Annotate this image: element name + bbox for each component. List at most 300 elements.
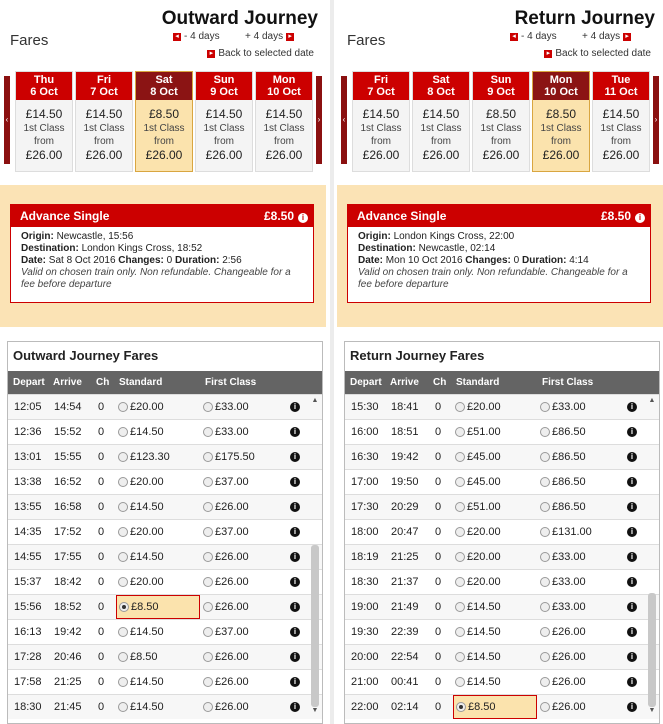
- radio-button[interactable]: [118, 652, 128, 662]
- standard-fare-option[interactable]: [116, 545, 200, 569]
- depart-time: 17:30: [351, 501, 379, 513]
- radio-button[interactable]: [455, 527, 465, 537]
- changes-label: Changes:: [465, 255, 511, 266]
- changes-count: 0: [98, 426, 105, 438]
- first-class-fare: £33.00: [552, 601, 586, 613]
- arrow-right-icon: ▸: [623, 33, 631, 41]
- first-class-fare: £26.00: [215, 576, 249, 588]
- return-fares-table: [344, 341, 660, 724]
- changes-count: 0: [98, 501, 105, 513]
- outward-back-to-selected-date[interactable]: [207, 48, 314, 59]
- first-class-fare-option[interactable]: [203, 470, 249, 494]
- first-class-fare-option[interactable]: [203, 645, 249, 669]
- info-icon[interactable]: i: [627, 402, 637, 412]
- radio-button[interactable]: [540, 702, 550, 712]
- standard-fare-option[interactable]: [453, 595, 537, 619]
- table-row: [345, 419, 659, 444]
- day-price: £8.50: [545, 107, 577, 121]
- radio-button[interactable]: [203, 602, 213, 612]
- ticket-price: £8.50: [600, 209, 631, 223]
- radio-button[interactable]: [118, 702, 128, 712]
- outward-ticket-card: [10, 204, 314, 303]
- table-row: [8, 444, 322, 469]
- first-class-fare-option[interactable]: [540, 695, 586, 719]
- standard-fare-option[interactable]: [453, 470, 537, 494]
- duration-value: 4:14: [569, 255, 589, 266]
- first-class-fare-option[interactable]: [203, 445, 255, 469]
- table-row: [8, 644, 322, 669]
- return-panel: [337, 0, 663, 724]
- first-class-fare-option[interactable]: [540, 520, 592, 544]
- panel-divider: [330, 0, 334, 724]
- depart-time: 19:00: [351, 601, 379, 613]
- radio-button[interactable]: [119, 602, 129, 612]
- radio-button[interactable]: [540, 552, 550, 562]
- day-date: 6 Oct: [30, 86, 58, 98]
- day-name: Mon: [549, 74, 573, 86]
- standard-fare-option[interactable]: [453, 520, 537, 544]
- duration-label: Duration:: [174, 255, 220, 266]
- first-class-fare: £175.50: [215, 451, 255, 463]
- return-day-2[interactable]: [472, 71, 530, 172]
- info-icon[interactable]: i: [290, 552, 300, 562]
- table-row: [8, 544, 322, 569]
- ticket-details: [11, 227, 313, 295]
- info-icon[interactable]: i: [635, 213, 645, 223]
- day-date: 7 Oct: [90, 86, 118, 98]
- radio-button[interactable]: [455, 627, 465, 637]
- first-class-fare: £26.00: [215, 501, 249, 513]
- scroll-down-icon[interactable]: ▼: [311, 707, 319, 714]
- col-depart: Depart: [350, 377, 382, 388]
- info-icon[interactable]: i: [290, 527, 300, 537]
- scroll-thumb[interactable]: [311, 545, 319, 707]
- radio-button[interactable]: [540, 427, 550, 437]
- radio-button[interactable]: [540, 602, 550, 612]
- info-icon[interactable]: i: [627, 577, 637, 587]
- changes-count: 0: [435, 576, 442, 588]
- info-icon[interactable]: i: [290, 602, 300, 612]
- changes-count: 0: [435, 601, 442, 613]
- changes-count: 0: [435, 701, 442, 713]
- day-date: 8 Oct: [150, 86, 178, 98]
- standard-fare-option[interactable]: [116, 495, 200, 519]
- first-class-fare-option[interactable]: [203, 595, 249, 619]
- table-header: [8, 371, 322, 394]
- day-name: Sat: [155, 74, 173, 86]
- radio-button[interactable]: [540, 502, 550, 512]
- info-icon[interactable]: i: [627, 502, 637, 512]
- first-class-fare-option[interactable]: [203, 520, 249, 544]
- return-day-4[interactable]: [592, 71, 650, 172]
- radio-button[interactable]: [540, 627, 550, 637]
- from-label: from: [154, 136, 174, 147]
- depart-time: 16:00: [351, 426, 379, 438]
- scroll-down-icon[interactable]: ▼: [648, 707, 656, 714]
- standard-fare-option[interactable]: [116, 670, 200, 694]
- radio-button[interactable]: [455, 427, 465, 437]
- return-day-1[interactable]: [412, 71, 470, 172]
- standard-fare-option[interactable]: [453, 620, 537, 644]
- arrive-time: 22:39: [391, 626, 419, 638]
- arrive-time: 16:52: [54, 476, 82, 488]
- scroll-up-icon[interactable]: ▲: [311, 397, 319, 404]
- changes-count: 0: [98, 526, 105, 538]
- return-journey-title: Return Journey: [514, 8, 655, 29]
- standard-fare-option[interactable]: [116, 645, 200, 669]
- info-icon[interactable]: i: [290, 627, 300, 637]
- arrive-time: 18:52: [54, 601, 82, 613]
- day-price: £14.50: [85, 107, 123, 121]
- outward-day-0[interactable]: [15, 71, 73, 172]
- standard-fare-option[interactable]: [116, 620, 200, 644]
- radio-button[interactable]: [540, 452, 550, 462]
- standard-fare-option[interactable]: [453, 495, 537, 519]
- radio-button[interactable]: [118, 452, 128, 462]
- changes-count: 0: [435, 526, 442, 538]
- back-label: Back to selected date: [218, 48, 314, 59]
- col-changes: Ch: [96, 377, 110, 388]
- destination-value: Newcastle, 02:14: [418, 243, 496, 254]
- first-class-fare: £33.00: [215, 426, 249, 438]
- col-changes: Ch: [433, 377, 447, 388]
- info-icon[interactable]: i: [290, 677, 300, 687]
- day-price: £14.50: [422, 107, 460, 121]
- standard-fare: £45.00: [467, 476, 501, 488]
- radio-button[interactable]: [455, 552, 465, 562]
- ticket-conditions: Valid on chosen train only. Non refundable. Changeable for a fee before departure: [21, 267, 291, 290]
- arrive-time: 21:37: [391, 576, 419, 588]
- return-day-0[interactable]: [352, 71, 410, 172]
- standard-fare: £20.00: [130, 401, 164, 413]
- standard-fare: £14.50: [130, 676, 164, 688]
- day-header: [593, 72, 649, 100]
- standard-fare-option[interactable]: [116, 420, 200, 444]
- fares-table-title: Return Journey Fares: [350, 348, 485, 363]
- radio-button[interactable]: [456, 702, 466, 712]
- first-class-fare-option[interactable]: [540, 620, 586, 644]
- outward-fares-label: Fares: [10, 32, 49, 49]
- standard-fare-option[interactable]: [116, 520, 200, 544]
- return-minus-4-days[interactable]: [510, 31, 557, 42]
- info-icon[interactable]: i: [627, 477, 637, 487]
- info-icon[interactable]: i: [290, 702, 300, 712]
- radio-button[interactable]: [455, 477, 465, 487]
- first-class-fare-option[interactable]: [540, 570, 586, 594]
- depart-time: 17:00: [351, 476, 379, 488]
- first-class-fare-option[interactable]: [540, 495, 586, 519]
- radio-button[interactable]: [540, 527, 550, 537]
- duration-value: 2:56: [222, 255, 242, 266]
- radio-button[interactable]: [203, 677, 213, 687]
- outward-journey-title: Outward Journey: [161, 8, 318, 29]
- outward-summary-area: [0, 185, 326, 327]
- arrow-right-icon: ▸: [544, 50, 552, 58]
- info-icon[interactable]: i: [290, 652, 300, 662]
- radio-button[interactable]: [203, 577, 213, 587]
- radio-button[interactable]: [203, 702, 213, 712]
- scroll-thumb[interactable]: [648, 593, 656, 707]
- first-class-fare-option[interactable]: [203, 420, 249, 444]
- first-class-fare-option[interactable]: [540, 470, 586, 494]
- table-row: [8, 519, 322, 544]
- first-class-fare-option[interactable]: [203, 670, 249, 694]
- radio-button[interactable]: [455, 602, 465, 612]
- outward-day-4[interactable]: [255, 71, 313, 172]
- table-row: [345, 669, 659, 694]
- standard-fare-option[interactable]: [453, 545, 537, 569]
- standard-fare-option[interactable]: [453, 420, 537, 444]
- changes-count: 0: [98, 576, 105, 588]
- radio-button[interactable]: [118, 627, 128, 637]
- return-plus-4-days[interactable]: [582, 31, 631, 42]
- standard-fare-option[interactable]: [116, 470, 200, 494]
- ticket-header: [11, 205, 313, 227]
- changes-count: 0: [98, 651, 105, 663]
- info-icon[interactable]: i: [627, 652, 637, 662]
- changes-value: 0: [166, 255, 173, 266]
- depart-time: 15:30: [351, 401, 379, 413]
- first-class-fare-option[interactable]: [540, 445, 586, 469]
- radio-button[interactable]: [203, 427, 213, 437]
- first-class-label: 1st Class: [23, 123, 65, 134]
- radio-button[interactable]: [118, 527, 128, 537]
- standard-fare: £20.00: [467, 576, 501, 588]
- arrive-time: 17:55: [54, 551, 82, 563]
- radio-button[interactable]: [203, 652, 213, 662]
- outward-day-2[interactable]: [135, 71, 193, 172]
- first-class-fare-option[interactable]: [540, 595, 586, 619]
- table-row: [8, 694, 322, 719]
- day-date: 9 Oct: [210, 86, 238, 98]
- outward-day-1[interactable]: [75, 71, 133, 172]
- info-icon[interactable]: i: [290, 502, 300, 512]
- radio-button[interactable]: [118, 402, 128, 412]
- day-header: [413, 72, 469, 100]
- outward-day-3[interactable]: [195, 71, 253, 172]
- ticket-details: [348, 227, 650, 295]
- info-icon[interactable]: i: [627, 427, 637, 437]
- day-price: £14.50: [205, 107, 243, 121]
- radio-button[interactable]: [118, 427, 128, 437]
- table-row: [8, 419, 322, 444]
- standard-fare-option[interactable]: [116, 395, 200, 419]
- radio-button[interactable]: [455, 577, 465, 587]
- arrive-time: 16:58: [54, 501, 82, 513]
- outward-calendar-prev[interactable]: [4, 76, 10, 164]
- arrive-time: 21:25: [391, 551, 419, 563]
- radio-button[interactable]: [203, 627, 213, 637]
- day-header: [353, 72, 409, 100]
- radio-button[interactable]: [118, 677, 128, 687]
- day-name: Sun: [213, 74, 235, 86]
- day-name: Sat: [432, 74, 450, 86]
- standard-fare: £51.00: [467, 501, 501, 513]
- first-class-fare: £33.00: [552, 401, 586, 413]
- info-icon[interactable]: i: [298, 213, 308, 223]
- first-class-fare: £37.00: [215, 476, 249, 488]
- info-icon[interactable]: i: [627, 552, 637, 562]
- first-class-fare: £37.00: [215, 526, 249, 538]
- radio-button[interactable]: [118, 552, 128, 562]
- radio-button[interactable]: [118, 577, 128, 587]
- first-class-label: 1st Class: [143, 123, 185, 134]
- info-icon[interactable]: i: [290, 402, 300, 412]
- chevron-right-icon: ›: [654, 115, 658, 124]
- first-class-fare: £26.00: [215, 551, 249, 563]
- first-class-fare: £26.00: [552, 626, 586, 638]
- first-class-fare-option[interactable]: [540, 395, 586, 419]
- table-row: [345, 619, 659, 644]
- standard-fare-option[interactable]: [453, 645, 537, 669]
- radio-button[interactable]: [203, 477, 213, 487]
- radio-button[interactable]: [455, 677, 465, 687]
- info-icon[interactable]: i: [290, 477, 300, 487]
- changes-count: 0: [435, 476, 442, 488]
- first-class-fare-option[interactable]: [540, 645, 586, 669]
- destination-label: Destination:: [358, 243, 416, 254]
- depart-time: 13:38: [14, 476, 42, 488]
- standard-fare-option[interactable]: [453, 570, 537, 594]
- arrive-time: 21:25: [54, 676, 82, 688]
- first-class-price: £26.00: [205, 148, 243, 162]
- radio-button[interactable]: [455, 652, 465, 662]
- standard-fare: £14.50: [467, 651, 501, 663]
- depart-time: 14:55: [14, 551, 42, 563]
- first-class-fare-option[interactable]: [203, 620, 249, 644]
- radio-button[interactable]: [455, 502, 465, 512]
- table-row: [8, 669, 322, 694]
- info-icon[interactable]: i: [627, 677, 637, 687]
- day-name: Thu: [33, 74, 55, 86]
- standard-fare-option[interactable]: [116, 445, 200, 469]
- first-class-label: 1st Class: [540, 123, 582, 134]
- radio-button[interactable]: [203, 552, 213, 562]
- first-class-fare-option[interactable]: [540, 545, 586, 569]
- radio-button[interactable]: [540, 577, 550, 587]
- radio-button[interactable]: [203, 527, 213, 537]
- first-class-fare-option[interactable]: [203, 570, 249, 594]
- arrive-time: 22:54: [391, 651, 419, 663]
- standard-fare: £51.00: [467, 426, 501, 438]
- first-class-fare: £131.00: [552, 526, 592, 538]
- ticket-header: [348, 205, 650, 227]
- radio-button[interactable]: [455, 452, 465, 462]
- date-value: Mon 10 Oct 2016: [385, 255, 463, 266]
- changes-count: 0: [435, 551, 442, 563]
- standard-fare: £20.00: [130, 576, 164, 588]
- info-icon[interactable]: i: [290, 427, 300, 437]
- ticket-price: £8.50: [263, 209, 294, 223]
- radio-button[interactable]: [203, 502, 213, 512]
- info-icon[interactable]: i: [290, 452, 300, 462]
- return-calendar-prev[interactable]: [341, 76, 347, 164]
- arrive-time: 18:51: [391, 426, 419, 438]
- radio-button[interactable]: [540, 652, 550, 662]
- standard-fare-option[interactable]: [453, 695, 537, 719]
- changes-count: 0: [435, 626, 442, 638]
- arrive-time: 20:47: [391, 526, 419, 538]
- first-class-fare: £33.00: [215, 401, 249, 413]
- outward-plus-4-days[interactable]: [245, 31, 294, 42]
- first-class-fare-option[interactable]: [540, 420, 586, 444]
- day-header: [136, 72, 192, 100]
- return-day-3[interactable]: [532, 71, 590, 172]
- return-back-to-selected-date[interactable]: [544, 48, 651, 59]
- depart-time: 16:13: [14, 626, 42, 638]
- first-class-fare-option[interactable]: [203, 495, 249, 519]
- first-class-fare-option[interactable]: [203, 545, 249, 569]
- arrive-time: 20:46: [54, 651, 82, 663]
- standard-fare-option[interactable]: [116, 695, 200, 719]
- table-row: [345, 469, 659, 494]
- radio-button[interactable]: [118, 502, 128, 512]
- radio-button[interactable]: [203, 452, 213, 462]
- radio-button[interactable]: [455, 402, 465, 412]
- first-class-label: 1st Class: [480, 123, 522, 134]
- first-class-fare: £37.00: [215, 626, 249, 638]
- info-icon[interactable]: i: [627, 702, 637, 712]
- standard-fare-option[interactable]: [116, 570, 200, 594]
- standard-fare-option[interactable]: [453, 670, 537, 694]
- info-icon[interactable]: i: [627, 627, 637, 637]
- info-icon[interactable]: i: [627, 602, 637, 612]
- fares-scrollbar[interactable]: [310, 397, 320, 717]
- outward-calendar-next[interactable]: [316, 76, 322, 164]
- first-class-price: £26.00: [85, 148, 123, 162]
- from-label: from: [274, 136, 294, 147]
- ticket-type: Advance Single: [357, 209, 447, 223]
- first-class-fare-option[interactable]: [203, 695, 249, 719]
- first-class-price: £26.00: [362, 148, 400, 162]
- day-header: [76, 72, 132, 100]
- standard-fare-option[interactable]: [453, 445, 537, 469]
- radio-button[interactable]: [540, 402, 550, 412]
- first-class-fare-option[interactable]: [540, 670, 586, 694]
- arrive-time: 19:42: [391, 451, 419, 463]
- info-icon[interactable]: i: [627, 452, 637, 462]
- standard-fare-option[interactable]: [116, 595, 200, 619]
- day-price: £14.50: [25, 107, 63, 121]
- radio-button[interactable]: [540, 477, 550, 487]
- depart-time: 21:00: [351, 676, 379, 688]
- first-class-price: £26.00: [602, 148, 640, 162]
- radio-button[interactable]: [203, 402, 213, 412]
- minus-days-label: - 4 days: [184, 31, 220, 42]
- radio-button[interactable]: [118, 477, 128, 487]
- first-class-price: £26.00: [422, 148, 460, 162]
- changes-count: 0: [98, 676, 105, 688]
- info-icon[interactable]: i: [290, 577, 300, 587]
- outward-minus-4-days[interactable]: [173, 31, 220, 42]
- origin-value: London Kings Cross, 22:00: [393, 231, 515, 242]
- table-row: [345, 694, 659, 719]
- arrow-left-icon: ◂: [510, 33, 518, 41]
- first-class-fare-option[interactable]: [203, 395, 249, 419]
- fares-scrollbar[interactable]: [647, 397, 657, 717]
- destination-label: Destination:: [21, 243, 79, 254]
- info-icon[interactable]: i: [627, 527, 637, 537]
- standard-fare-option[interactable]: [453, 395, 537, 419]
- scroll-up-icon[interactable]: ▲: [648, 397, 656, 404]
- chevron-right-icon: ›: [317, 115, 321, 124]
- return-calendar-next[interactable]: [653, 76, 659, 164]
- table-row: [345, 444, 659, 469]
- destination-value: London Kings Cross, 18:52: [81, 243, 203, 254]
- radio-button[interactable]: [540, 677, 550, 687]
- col-standard: Standard: [119, 377, 163, 388]
- day-name: Fri: [373, 74, 389, 86]
